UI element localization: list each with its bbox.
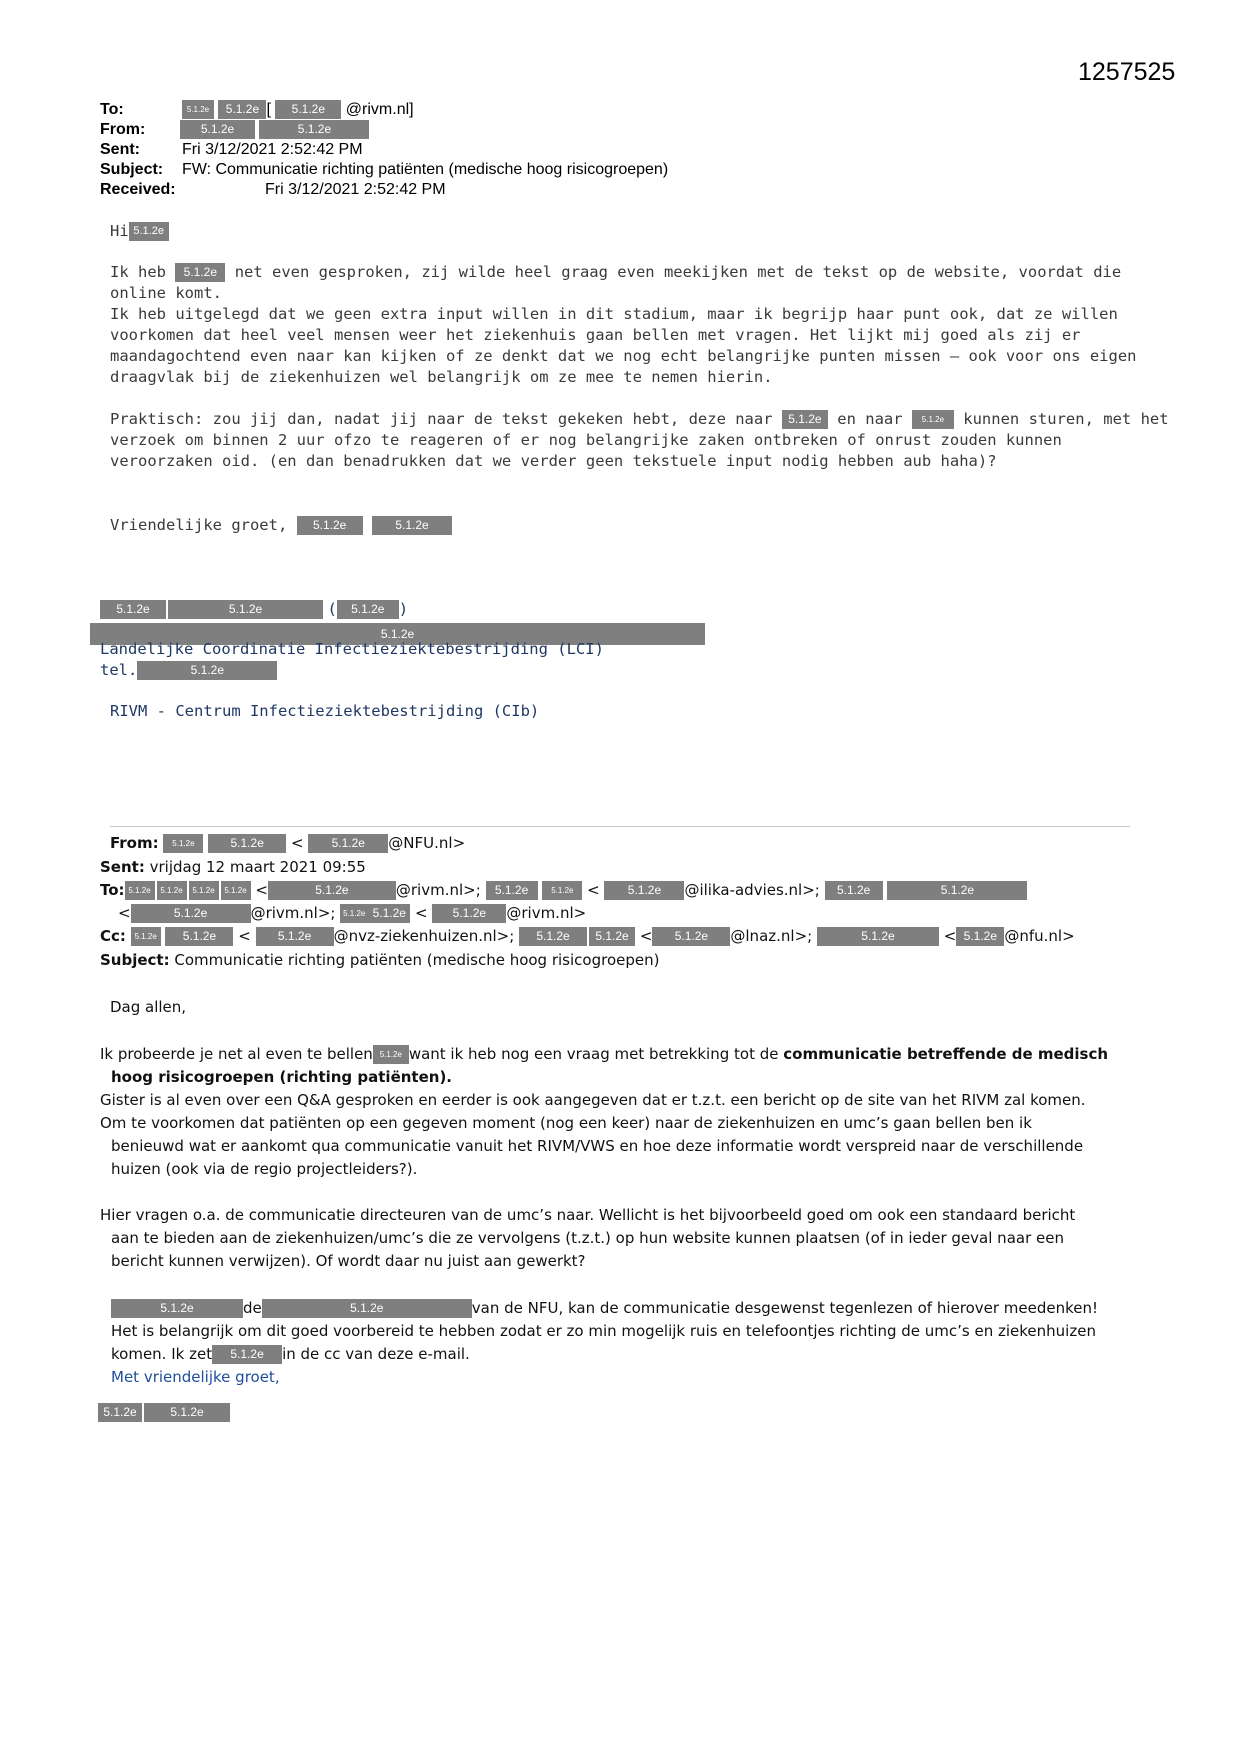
email2-to-row-2: < 5.1.2e @rivm.nl>; 5.1.2e 5.1.2e < 5.1.2e @rivm.nl> [118, 904, 587, 922]
redaction: 5.1.2e [912, 410, 954, 429]
redaction: 5.1.2e [956, 927, 1004, 946]
redaction: 5.1.2e [817, 927, 939, 946]
header-received-label: Received: [100, 181, 176, 198]
document-id: 1257525 [1078, 58, 1176, 86]
redaction: 5.1.2e [604, 881, 684, 900]
header-subject-value: FW: Communicatie richting patiënten (medische hoog risicogroepen) [182, 161, 669, 178]
header-to-label: To: [100, 101, 124, 118]
email1-closing: Vriendelijke groet, 5.1.2e 5.1.2e [110, 515, 452, 536]
redaction: 5.1.2e [157, 881, 187, 900]
header-from-label: From: [100, 121, 146, 138]
redaction: 5.1.2e [368, 904, 410, 923]
header-sent-value: Fri 3/12/2021 2:52:42 PM [182, 141, 363, 158]
redaction: 5.1.2e [825, 881, 883, 900]
redaction: 5.1.2e [90, 623, 705, 645]
signature-org: Landelijke Coordinatie Infectieziektebestrijding (LCI) [100, 640, 604, 658]
redaction: 5.1.2e [221, 881, 251, 900]
redaction: 5.1.2e [180, 120, 255, 139]
header-subject-row [100, 160, 669, 180]
redaction: 5.1.2e [129, 222, 169, 241]
redaction: 5.1.2e [137, 661, 277, 680]
redaction: 5.1.2e [131, 927, 161, 946]
header-to-suffix: @rivm.nl] [345, 101, 414, 118]
redaction: 5.1.2e [163, 834, 203, 853]
redaction: 5.1.2e [373, 1045, 409, 1064]
redaction: 5.1.2e [189, 881, 219, 900]
redaction: 5.1.2e [182, 100, 214, 119]
redaction: 5.1.2e [98, 1403, 142, 1422]
redaction: 5.1.2e [131, 904, 251, 923]
email2-to-row: To: 5.1.2e 5.1.2e 5.1.2e 5.1.2e < 5.1.2e @rivm.nl>; 5.1.2e 5.1.2e < 5.1.2e @ilika-advies.nl>; 5.1.2e 5.1.2e [100, 879, 1027, 902]
email2-paragraph-1: Ik probeerde je net al even te bellen 5.1.2e want ik heb nog een vraag met betrekking tot de communicatie betreffende de medisch hoog risicogroepen (richting patiënten). Gister is al even over een Q&A gesproken en eerder is ook aangegeven dat er t.z.t. een bericht op de site van het RIVM zal komen. Om te voorkomen dat patiënten op een gegeven moment (nog een keer) naar de ziekenhuizen en umc’s gaan bellen ben ik benieuwd wat er aankomt qua communicatie vanuit het RIVM/VWS en hoe deze informatie wordt verspreid naar de verschillende huizen (ook via de regio projectleiders?). [100, 1045, 1109, 1178]
email2-from-row: From: 5.1.2e 5.1.2e < 5.1.2e @NFU.nl> [110, 834, 466, 852]
redaction: 5.1.2e [262, 1299, 472, 1318]
redaction: 5.1.2e [218, 100, 266, 119]
redaction: 5.1.2e [432, 904, 506, 923]
redaction: 5.1.2e [782, 410, 828, 429]
signature-tel-row: tel. 5.1.2e [100, 661, 277, 680]
email1-greeting: Hi 5.1.2e [110, 221, 169, 242]
header-sent-label: Sent: [100, 141, 140, 158]
email2-sent-row: Sent: vrijdag 12 maart 2021 09:55 [100, 858, 366, 876]
email2-subject-row: Subject: Communicatie richting patiënten (medische hoog risicogroepen) [100, 951, 660, 969]
redaction: 5.1.2e [100, 600, 166, 619]
redaction: 5.1.2e [542, 881, 582, 900]
redaction: 5.1.2e [589, 927, 635, 946]
signature-name-row: 5.1.2e 5.1.2e ( 5.1.2e ) [100, 600, 408, 619]
redaction: 5.1.2e [652, 927, 730, 946]
redaction: 5.1.2e [208, 834, 286, 853]
redaction: 5.1.2e [486, 881, 538, 900]
email2-cc-row: Cc: 5.1.2e 5.1.2e < 5.1.2e @nvz-ziekenhuizen.nl>; 5.1.2e 5.1.2e < 5.1.2e @lnaz.nl>; 5.1.2e < 5.1.2e @nfu.nl> [100, 927, 1075, 945]
email2-signature [98, 1403, 230, 1422]
redaction: 5.1.2e [308, 834, 388, 853]
redaction: 5.1.2e [168, 600, 323, 619]
redaction: 5.1.2e [887, 881, 1027, 900]
header-to-row: To: 5.1.2e 5.1.2e [ 5.1.2e @rivm.nl] [100, 101, 414, 118]
signature-rivm: RIVM - Centrum Infectieziektebestrijding (CIb) [110, 702, 540, 720]
email2-greeting: Dag allen, [110, 998, 187, 1016]
redaction: 5.1.2e [144, 1403, 230, 1422]
redaction: 5.1.2e [372, 516, 452, 535]
email2-closing: Met vriendelijke groet, [111, 1368, 280, 1386]
email2-paragraph-5: 5.1.2e de 5.1.2e van de NFU, kan de communicatie desgewenst tegenlezen of hierover meedenken! Het is belangrijk om dit goed voorbereid te hebben zodat er zo min mogelijk ruis en telefoontjes richting de umc’s en ziekenhuizen komen. Ik zet 5.1.2e in de cc van deze e-mail. Met vriendelijke groet, [100, 1297, 1140, 1389]
redaction: 5.1.2e [175, 263, 225, 282]
header-received-row [100, 180, 446, 200]
redaction: 5.1.2e [340, 904, 368, 923]
header-received-value: Fri 3/12/2021 2:52:42 PM [265, 181, 446, 198]
redaction: 5.1.2e [337, 600, 399, 619]
redaction: 5.1.2e [125, 881, 155, 900]
redaction: 5.1.2e [275, 100, 341, 119]
separator-line [110, 826, 1130, 827]
redaction: 5.1.2e [259, 120, 369, 139]
redaction: 5.1.2e [111, 1299, 243, 1318]
header-from-row [100, 120, 332, 140]
redaction: 5.1.2e [519, 927, 587, 946]
redaction: 5.1.2e [212, 1345, 282, 1364]
email2-paragraph-4: Hier vragen o.a. de communicatie directeuren van de umc’s naar. Wellicht is het bijvoorbeeld goed om ook een standaard bericht aan te bieden aan de ziekenhuizen/umc’s die ze vervolgens (t.z.t.) op hun website kunnen plaatsen (of in ieder geval naar een bericht kunnen verwijzen). Of wordt daar nu juist aan gewerkt? [100, 1206, 1076, 1270]
redaction: 5.1.2e [268, 881, 396, 900]
redaction: 5.1.2e [297, 516, 363, 535]
email1-paragraph-1: Ik heb 5.1.2e net even gesproken, zij wilde heel graag even meekijken met de tekst op de website, voordat die online komt. Ik heb uitgelegd dat we geen extra input willen in dit stadium, maar ik begrijp haar punt ook, dat ze willen voorkomen dat heel veel mensen weer het ziekenhuis gaan bellen met vragen. Het lijkt mij goed als zij er maandagochtend even naar kan kijken of ze denkt dat we nog echt belangrijke punten missen – ook voor ons eigen draagvlak bij de ziekenhuizen wel belangrijk om ze mee te nemen hierin. [110, 263, 1137, 386]
redaction: 5.1.2e [256, 927, 334, 946]
header-subject-label: Subject: [100, 161, 164, 178]
redaction: 5.1.2e [165, 927, 233, 946]
header-sent-row [100, 140, 363, 160]
email1-paragraph-3: Praktisch: zou jij dan, nadat jij naar de tekst gekeken hebt, deze naar 5.1.2e en naar 5.1.2e kunnen sturen, met het verzoek om binnen 2 uur ofzo te reageren of er nog belangrijke zaken ontbreken of onrust zouden kunnen veroorzaken oid. (en dan benadrukken dat we verder geen tekstuele input nodig hebben aub haha)? [110, 410, 1169, 470]
